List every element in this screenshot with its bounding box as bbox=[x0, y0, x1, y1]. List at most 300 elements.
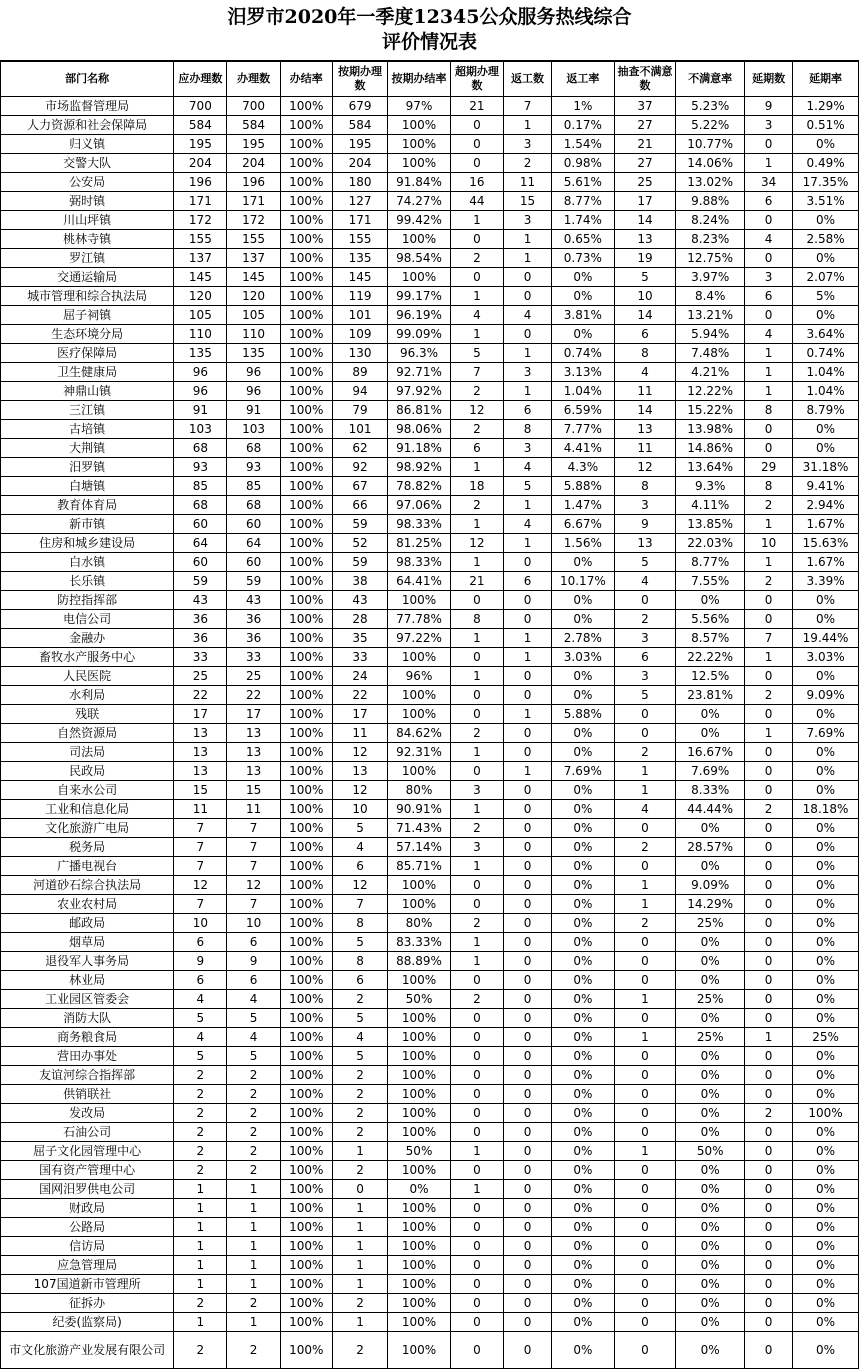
table-cell: 137 bbox=[227, 249, 280, 268]
table-cell: 14.86% bbox=[676, 439, 745, 458]
table-cell: 5 bbox=[332, 933, 387, 952]
table-cell: 3.03% bbox=[552, 648, 615, 667]
table-cell: 9.41% bbox=[793, 477, 859, 496]
department-name-cell: 信访局 bbox=[1, 1237, 174, 1256]
table-cell: 0 bbox=[504, 781, 552, 800]
table-cell: 2 bbox=[450, 724, 503, 743]
table-cell: 0.49% bbox=[793, 154, 859, 173]
table-cell: 1 bbox=[614, 876, 676, 895]
table-cell: 1 bbox=[332, 1142, 387, 1161]
table-cell: 97.06% bbox=[388, 496, 451, 515]
table-cell: 0% bbox=[552, 1142, 615, 1161]
table-row bbox=[1, 1180, 859, 1199]
table-cell: 0 bbox=[745, 211, 793, 230]
table-row bbox=[1, 287, 859, 306]
table-cell: 8.77% bbox=[676, 553, 745, 572]
table-cell: 52 bbox=[332, 534, 387, 553]
table-cell: 2 bbox=[450, 819, 503, 838]
table-cell: 13 bbox=[227, 724, 280, 743]
table-cell: 1.04% bbox=[793, 382, 859, 401]
table-header-row bbox=[1, 62, 859, 97]
table-cell: 1 bbox=[332, 1199, 387, 1218]
table-cell: 11 bbox=[174, 800, 227, 819]
table-cell: 92.31% bbox=[388, 743, 451, 762]
table-cell: 11 bbox=[504, 173, 552, 192]
table-cell: 1 bbox=[450, 857, 503, 876]
table-cell: 17 bbox=[332, 705, 387, 724]
table-cell: 59 bbox=[332, 553, 387, 572]
department-name-cell: 107国道新市管理所 bbox=[1, 1275, 174, 1294]
table-cell: 0 bbox=[745, 1085, 793, 1104]
table-cell: 93 bbox=[227, 458, 280, 477]
table-cell: 4 bbox=[504, 458, 552, 477]
table-row bbox=[1, 610, 859, 629]
table-cell: 6 bbox=[614, 648, 676, 667]
table-cell: 0% bbox=[793, 838, 859, 857]
table-cell: 100% bbox=[388, 1199, 451, 1218]
table-cell: 98.06% bbox=[388, 420, 451, 439]
table-cell: 4 bbox=[745, 230, 793, 249]
table-cell: 3.81% bbox=[552, 306, 615, 325]
table-row bbox=[1, 1009, 859, 1028]
table-cell: 22.03% bbox=[676, 534, 745, 553]
table-cell: 3 bbox=[614, 667, 676, 686]
table-cell: 100% bbox=[280, 1142, 332, 1161]
table-cell: 12 bbox=[227, 876, 280, 895]
table-cell: 66 bbox=[332, 496, 387, 515]
table-cell: 8 bbox=[450, 610, 503, 629]
department-name-cell: 司法局 bbox=[1, 743, 174, 762]
table-cell: 12.22% bbox=[676, 382, 745, 401]
table-cell: 1 bbox=[745, 382, 793, 401]
table-cell: 0 bbox=[614, 724, 676, 743]
table-cell: 100% bbox=[280, 287, 332, 306]
table-row bbox=[1, 325, 859, 344]
table-cell: 0% bbox=[793, 306, 859, 325]
table-cell: 6 bbox=[227, 933, 280, 952]
table-row bbox=[1, 553, 859, 572]
table-cell: 100% bbox=[280, 591, 332, 610]
table-cell: 2 bbox=[227, 1066, 280, 1085]
table-cell: 3.39% bbox=[793, 572, 859, 591]
table-cell: 0% bbox=[552, 1256, 615, 1275]
table-cell: 25% bbox=[793, 1028, 859, 1047]
table-cell: 98.92% bbox=[388, 458, 451, 477]
table-cell: 0 bbox=[745, 610, 793, 629]
table-cell: 0% bbox=[793, 667, 859, 686]
table-cell: 5.88% bbox=[552, 705, 615, 724]
table-cell: 13 bbox=[332, 762, 387, 781]
table-cell: 86.81% bbox=[388, 401, 451, 420]
table-cell: 60 bbox=[227, 515, 280, 534]
table-cell: 15.63% bbox=[793, 534, 859, 553]
table-cell: 7 bbox=[174, 838, 227, 857]
table-cell: 3 bbox=[504, 439, 552, 458]
table-cell: 67 bbox=[332, 477, 387, 496]
table-cell: 100% bbox=[280, 1161, 332, 1180]
table-cell: 2 bbox=[332, 1161, 387, 1180]
table-cell: 0 bbox=[504, 1028, 552, 1047]
table-cell: 0 bbox=[745, 705, 793, 724]
table-row bbox=[1, 724, 859, 743]
table-cell: 100% bbox=[280, 705, 332, 724]
table-cell: 103 bbox=[174, 420, 227, 439]
table-cell: 100% bbox=[280, 439, 332, 458]
table-cell: 1 bbox=[614, 762, 676, 781]
table-cell: 100% bbox=[280, 857, 332, 876]
table-row bbox=[1, 743, 859, 762]
table-cell: 0 bbox=[745, 781, 793, 800]
table-cell: 100% bbox=[388, 1313, 451, 1332]
table-cell: 0% bbox=[552, 838, 615, 857]
department-name-cell: 人民医院 bbox=[1, 667, 174, 686]
table-cell: 14.29% bbox=[676, 895, 745, 914]
table-cell: 100% bbox=[280, 1237, 332, 1256]
table-cell: 1 bbox=[227, 1180, 280, 1199]
table-cell: 12.75% bbox=[676, 249, 745, 268]
table-cell: 1 bbox=[174, 1218, 227, 1237]
table-cell: 0% bbox=[793, 857, 859, 876]
table-cell: 0 bbox=[332, 1180, 387, 1199]
department-name-cell: 友谊河综合指挥部 bbox=[1, 1066, 174, 1085]
table-cell: 0 bbox=[745, 1066, 793, 1085]
table-cell: 100% bbox=[388, 116, 451, 135]
table-cell: 2 bbox=[614, 914, 676, 933]
table-cell: 127 bbox=[332, 192, 387, 211]
table-cell: 7.48% bbox=[676, 344, 745, 363]
table-cell: 12 bbox=[332, 781, 387, 800]
table-cell: 0 bbox=[450, 895, 503, 914]
table-cell: 100% bbox=[280, 1104, 332, 1123]
table-cell: 100% bbox=[280, 819, 332, 838]
table-cell: 0 bbox=[745, 1218, 793, 1237]
table-row bbox=[1, 192, 859, 211]
table-cell: 3.64% bbox=[793, 325, 859, 344]
table-cell: 60 bbox=[174, 515, 227, 534]
department-name-cell: 大荆镇 bbox=[1, 439, 174, 458]
evaluation-table bbox=[0, 61, 859, 1369]
table-cell: 1 bbox=[614, 990, 676, 1009]
table-cell: 1 bbox=[174, 1256, 227, 1275]
table-cell: 6 bbox=[332, 971, 387, 990]
table-cell: 100% bbox=[280, 1332, 332, 1369]
table-cell: 4 bbox=[745, 325, 793, 344]
table-cell: 0 bbox=[504, 971, 552, 990]
table-cell: 5 bbox=[227, 1009, 280, 1028]
table-cell: 1 bbox=[745, 344, 793, 363]
table-cell: 0 bbox=[450, 762, 503, 781]
table-cell: 13.21% bbox=[676, 306, 745, 325]
table-cell: 12 bbox=[174, 876, 227, 895]
table-cell: 7 bbox=[174, 895, 227, 914]
table-cell: 1 bbox=[450, 287, 503, 306]
table-cell: 0.73% bbox=[552, 249, 615, 268]
table-cell: 6 bbox=[450, 439, 503, 458]
table-cell: 25% bbox=[676, 914, 745, 933]
table-cell: 0% bbox=[676, 1275, 745, 1294]
table-cell: 105 bbox=[227, 306, 280, 325]
department-name-cell: 医疗保障局 bbox=[1, 344, 174, 363]
table-cell: 0 bbox=[450, 1085, 503, 1104]
table-cell: 4 bbox=[227, 1028, 280, 1047]
table-cell: 3 bbox=[450, 781, 503, 800]
table-row bbox=[1, 1066, 859, 1085]
table-cell: 96% bbox=[388, 667, 451, 686]
table-cell: 0% bbox=[676, 1313, 745, 1332]
department-name-cell: 白塘镇 bbox=[1, 477, 174, 496]
table-cell: 0 bbox=[745, 952, 793, 971]
table-cell: 8 bbox=[614, 477, 676, 496]
table-cell: 120 bbox=[227, 287, 280, 306]
table-cell: 0 bbox=[745, 971, 793, 990]
table-cell: 100% bbox=[388, 1237, 451, 1256]
table-cell: 0 bbox=[504, 268, 552, 287]
table-cell: 80% bbox=[388, 781, 451, 800]
table-cell: 0% bbox=[552, 781, 615, 800]
table-cell: 92 bbox=[332, 458, 387, 477]
department-name-cell: 国有资产管理中心 bbox=[1, 1161, 174, 1180]
department-name-cell: 广播电视台 bbox=[1, 857, 174, 876]
table-cell: 68 bbox=[174, 439, 227, 458]
table-cell: 0 bbox=[450, 154, 503, 173]
table-cell: 130 bbox=[332, 344, 387, 363]
table-cell: 12 bbox=[614, 458, 676, 477]
table-cell: 9.88% bbox=[676, 192, 745, 211]
table-cell: 0 bbox=[504, 553, 552, 572]
table-cell: 5.88% bbox=[552, 477, 615, 496]
table-cell: 3 bbox=[614, 496, 676, 515]
table-cell: 5 bbox=[614, 268, 676, 287]
table-cell: 0 bbox=[745, 1199, 793, 1218]
table-cell: 1 bbox=[614, 895, 676, 914]
table-cell: 7 bbox=[504, 97, 552, 116]
table-cell: 0 bbox=[504, 1218, 552, 1237]
table-cell: 0% bbox=[793, 249, 859, 268]
table-cell: 100% bbox=[280, 306, 332, 325]
table-cell: 0 bbox=[504, 1142, 552, 1161]
table-row bbox=[1, 1085, 859, 1104]
table-cell: 100% bbox=[280, 534, 332, 553]
table-cell: 3.03% bbox=[793, 648, 859, 667]
table-cell: 44.44% bbox=[676, 800, 745, 819]
table-row bbox=[1, 496, 859, 515]
table-cell: 1 bbox=[450, 952, 503, 971]
table-cell: 120 bbox=[174, 287, 227, 306]
table-cell: 0% bbox=[552, 1161, 615, 1180]
table-cell: 0 bbox=[450, 1104, 503, 1123]
table-cell: 5 bbox=[174, 1047, 227, 1066]
table-cell: 12.5% bbox=[676, 667, 745, 686]
table-cell: 100% bbox=[388, 971, 451, 990]
table-cell: 204 bbox=[174, 154, 227, 173]
table-cell: 100% bbox=[280, 990, 332, 1009]
table-cell: 100% bbox=[388, 1104, 451, 1123]
table-cell: 1 bbox=[504, 629, 552, 648]
table-cell: 13 bbox=[174, 762, 227, 781]
table-cell: 13 bbox=[614, 230, 676, 249]
table-cell: 92.71% bbox=[388, 363, 451, 382]
table-cell: 100% bbox=[280, 933, 332, 952]
table-cell: 6 bbox=[745, 287, 793, 306]
table-cell: 7 bbox=[227, 819, 280, 838]
table-cell: 0 bbox=[504, 1180, 552, 1199]
table-cell: 2 bbox=[332, 1085, 387, 1104]
table-cell: 0% bbox=[793, 1009, 859, 1028]
table-cell: 59 bbox=[174, 572, 227, 591]
table-cell: 17 bbox=[174, 705, 227, 724]
table-row bbox=[1, 363, 859, 382]
table-cell: 1 bbox=[450, 325, 503, 344]
table-cell: 2 bbox=[332, 990, 387, 1009]
table-cell: 4 bbox=[504, 515, 552, 534]
table-cell: 88.89% bbox=[388, 952, 451, 971]
table-cell: 50% bbox=[388, 1142, 451, 1161]
table-cell: 0% bbox=[552, 914, 615, 933]
table-row bbox=[1, 1294, 859, 1313]
table-cell: 100% bbox=[388, 1161, 451, 1180]
table-cell: 14.06% bbox=[676, 154, 745, 173]
table-cell: 1.67% bbox=[793, 515, 859, 534]
table-cell: 0% bbox=[552, 1009, 615, 1028]
table-cell: 91 bbox=[174, 401, 227, 420]
table-row bbox=[1, 686, 859, 705]
table-cell: 0 bbox=[450, 268, 503, 287]
table-row bbox=[1, 819, 859, 838]
table-cell: 7.55% bbox=[676, 572, 745, 591]
table-cell: 1 bbox=[504, 382, 552, 401]
table-cell: 3 bbox=[504, 363, 552, 382]
table-cell: 2 bbox=[614, 838, 676, 857]
table-cell: 0% bbox=[793, 211, 859, 230]
table-cell: 25 bbox=[614, 173, 676, 192]
table-cell: 2 bbox=[450, 496, 503, 515]
table-cell: 0 bbox=[614, 1332, 676, 1369]
table-cell: 1.67% bbox=[793, 553, 859, 572]
table-cell: 1.04% bbox=[552, 382, 615, 401]
table-cell: 0 bbox=[504, 1085, 552, 1104]
table-cell: 100% bbox=[388, 762, 451, 781]
table-cell: 100% bbox=[280, 1009, 332, 1028]
table-cell: 77.78% bbox=[388, 610, 451, 629]
table-cell: 2 bbox=[450, 990, 503, 1009]
table-cell: 5 bbox=[332, 1047, 387, 1066]
table-cell: 0% bbox=[552, 952, 615, 971]
table-cell: 0 bbox=[745, 135, 793, 154]
table-cell: 2 bbox=[227, 1294, 280, 1313]
table-cell: 0% bbox=[793, 914, 859, 933]
table-cell: 100% bbox=[280, 971, 332, 990]
table-cell: 0% bbox=[552, 990, 615, 1009]
table-cell: 0 bbox=[450, 1275, 503, 1294]
table-cell: 100% bbox=[280, 116, 332, 135]
table-cell: 17 bbox=[614, 192, 676, 211]
table-cell: 0 bbox=[450, 1237, 503, 1256]
table-cell: 15 bbox=[174, 781, 227, 800]
table-row bbox=[1, 667, 859, 686]
table-cell: 0 bbox=[450, 971, 503, 990]
table-cell: 8.33% bbox=[676, 781, 745, 800]
table-row bbox=[1, 781, 859, 800]
table-cell: 1 bbox=[174, 1180, 227, 1199]
table-cell: 0 bbox=[745, 914, 793, 933]
table-cell: 0 bbox=[745, 895, 793, 914]
table-cell: 74.27% bbox=[388, 192, 451, 211]
table-cell: 0 bbox=[614, 1218, 676, 1237]
table-cell: 0% bbox=[793, 1313, 859, 1332]
table-cell: 1 bbox=[450, 1142, 503, 1161]
table-cell: 0 bbox=[450, 1066, 503, 1085]
table-cell: 4.11% bbox=[676, 496, 745, 515]
table-cell: 4 bbox=[332, 838, 387, 857]
table-cell: 0% bbox=[793, 1294, 859, 1313]
table-cell: 1 bbox=[504, 705, 552, 724]
table-cell: 4 bbox=[174, 1028, 227, 1047]
table-cell: 1 bbox=[332, 1256, 387, 1275]
table-cell: 0% bbox=[793, 420, 859, 439]
table-cell: 0% bbox=[793, 1142, 859, 1161]
table-cell: 0% bbox=[552, 1275, 615, 1294]
column-header: 部门名称 bbox=[1, 62, 174, 97]
table-cell: 97.22% bbox=[388, 629, 451, 648]
table-cell: 22 bbox=[227, 686, 280, 705]
table-cell: 8 bbox=[504, 420, 552, 439]
table-cell: 0 bbox=[504, 1256, 552, 1275]
table-cell: 0 bbox=[745, 420, 793, 439]
table-cell: 0% bbox=[676, 1104, 745, 1123]
table-cell: 17 bbox=[227, 705, 280, 724]
table-row bbox=[1, 116, 859, 135]
table-row bbox=[1, 173, 859, 192]
table-row bbox=[1, 1047, 859, 1066]
table-cell: 4 bbox=[174, 990, 227, 1009]
table-cell: 25% bbox=[676, 990, 745, 1009]
table-row bbox=[1, 1123, 859, 1142]
department-name-cell: 城市管理和综合执法局 bbox=[1, 287, 174, 306]
table-cell: 0 bbox=[745, 591, 793, 610]
table-cell: 0 bbox=[614, 1180, 676, 1199]
table-cell: 195 bbox=[332, 135, 387, 154]
table-row bbox=[1, 648, 859, 667]
table-cell: 94 bbox=[332, 382, 387, 401]
table-cell: 11 bbox=[614, 439, 676, 458]
table-cell: 145 bbox=[332, 268, 387, 287]
table-cell: 119 bbox=[332, 287, 387, 306]
table-cell: 18.18% bbox=[793, 800, 859, 819]
table-cell: 4.21% bbox=[676, 363, 745, 382]
table-cell: 0% bbox=[793, 1066, 859, 1085]
table-cell: 100% bbox=[388, 154, 451, 173]
table-cell: 13 bbox=[614, 534, 676, 553]
table-cell: 0 bbox=[745, 1180, 793, 1199]
table-cell: 100% bbox=[280, 382, 332, 401]
table-cell: 0% bbox=[676, 724, 745, 743]
department-name-cell: 古培镇 bbox=[1, 420, 174, 439]
table-row bbox=[1, 135, 859, 154]
table-row bbox=[1, 762, 859, 781]
table-cell: 137 bbox=[174, 249, 227, 268]
table-cell: 0% bbox=[676, 1294, 745, 1313]
table-cell: 1 bbox=[504, 762, 552, 781]
table-cell: 99.17% bbox=[388, 287, 451, 306]
table-cell: 0% bbox=[793, 1085, 859, 1104]
table-cell: 100% bbox=[280, 230, 332, 249]
table-cell: 100% bbox=[280, 1066, 332, 1085]
report-title-line-1: 汨罗市2020年一季度12345公众服务热线综合 bbox=[227, 6, 632, 28]
table-cell: 1 bbox=[745, 648, 793, 667]
table-cell: 0 bbox=[614, 1161, 676, 1180]
table-cell: 0 bbox=[504, 914, 552, 933]
table-cell: 1 bbox=[504, 496, 552, 515]
